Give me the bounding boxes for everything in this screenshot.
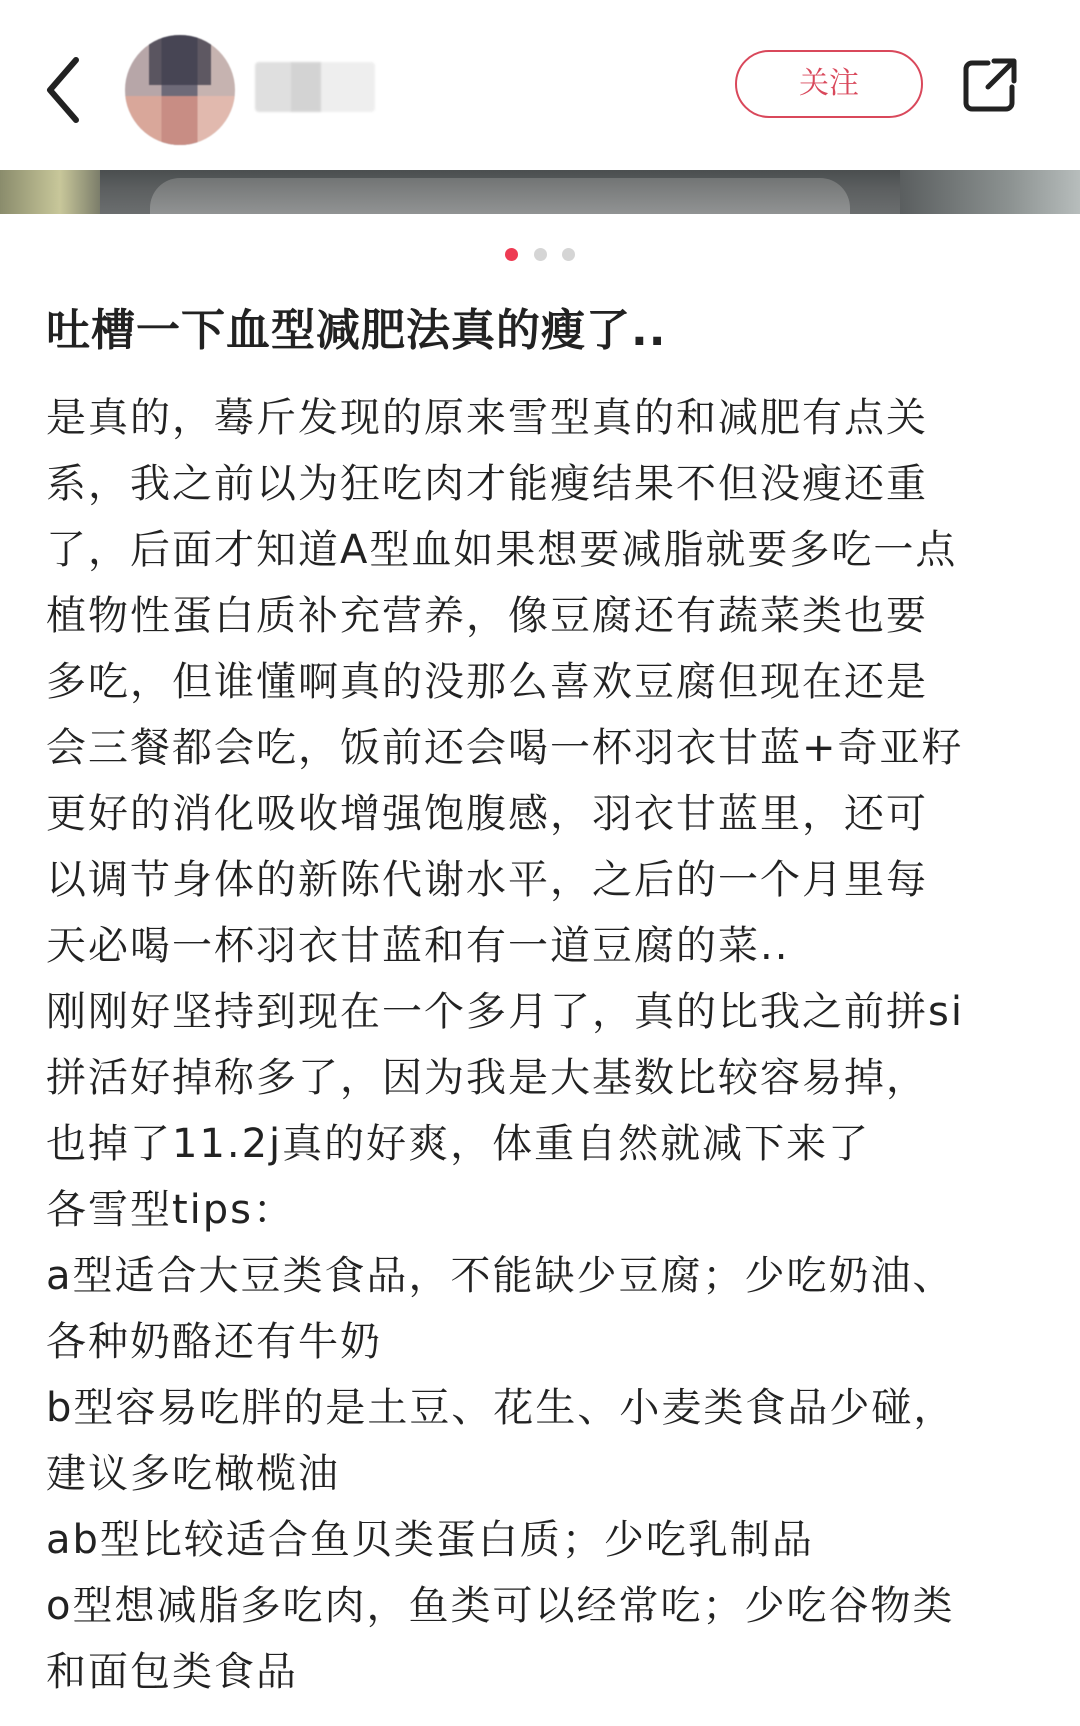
post-body-line: 各种奶酪还有牛奶 [46,1319,382,1365]
post-title: 吐槽一下血型减肥法真的瘦了.. [46,305,667,356]
post-body-line: 天必喝一杯羽衣甘蓝和有一道豆腐的菜.. [46,923,790,969]
username-blurred[interactable] [255,62,375,112]
post-body-line: 以调节身体的新陈代谢水平，之后的一个月里每 [46,857,928,903]
carousel-dot-2 [534,248,547,261]
post-body-line: a型适合大豆类食品，不能缺少豆腐；少吃奶油、 [46,1253,955,1299]
post-body-line: 多吃，但谁懂啊真的没那么喜欢豆腐但现在还是 [46,659,928,705]
post-image[interactable] [0,170,1080,214]
post-body-line: ab型比较适合鱼贝类蛋白质；少吃乳制品 [46,1517,814,1563]
share-external-icon[interactable] [960,55,1020,115]
carousel-indicator [0,246,1080,260]
post-body-line: b型容易吃胖的是土豆、花生、小麦类食品少碰， [46,1385,956,1431]
post-body-line: 了，后面才知道A型血如果想要减脂就要多吃一点 [46,527,958,573]
post-body-line: 也掉了11.2j真的好爽，体重自然就减下来了 [46,1121,871,1167]
post-body-line: 更好的消化吸收增强饱腹感，羽衣甘蓝里，还可 [46,791,928,837]
chevron-left-icon[interactable] [38,50,88,130]
carousel-dot-3 [562,248,575,261]
post-body-line: 各雪型tips： [46,1187,296,1233]
post-body-line: 和面包类食品 [46,1649,298,1695]
post-body [46,385,1036,1705]
follow-button[interactable]: 关注 [735,50,923,118]
top-bar [0,0,1080,170]
post-body-line: 是真的，蓦斤发现的原来雪型真的和减肥有点关 [46,395,928,441]
carousel-dot-1 [505,248,518,261]
post-body-line: 拼活好掉称多了，因为我是大基数比较容易掉， [46,1055,928,1101]
avatar[interactable] [125,35,235,145]
post-body-line: 建议多吃橄榄油 [46,1451,340,1497]
post-body-line: 植物性蛋白质补充营养，像豆腐还有蔬菜类也要 [46,593,928,639]
post-body-line: 系，我之前以为狂吃肉才能瘦结果不但没瘦还重 [46,461,928,507]
post-body-line: 会三餐都会吃，饭前还会喝一杯羽衣甘蓝+奇亚籽 [46,725,964,771]
post-body-line: 刚刚好坚持到现在一个多月了，真的比我之前拼si [46,989,964,1035]
post-body-line: o型想减脂多吃肉，鱼类可以经常吃；少吃谷物类 [46,1583,955,1629]
